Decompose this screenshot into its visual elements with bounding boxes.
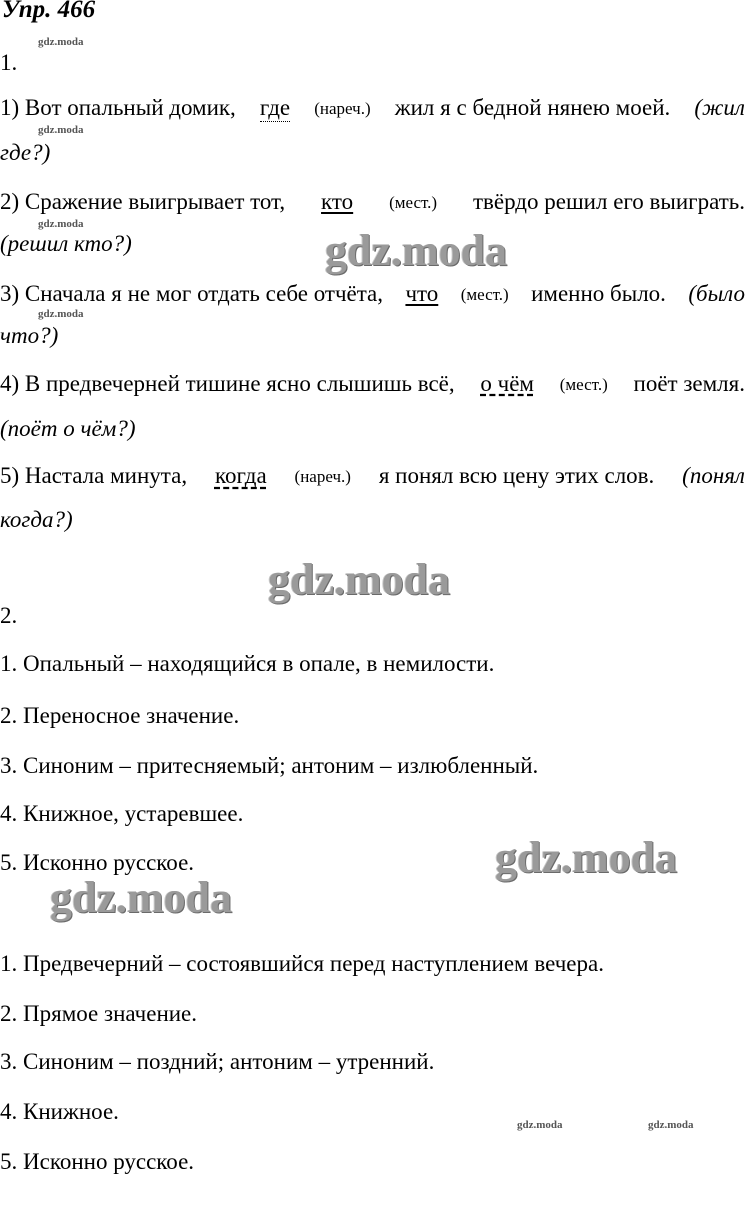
question-text: что?) (0, 323, 59, 348)
sentence-text: твёрдо решил его выиграть. (472, 189, 745, 214)
watermark-small: gdz.moda (517, 1119, 563, 1131)
sentence-text: я понял всю цену этих слов. (378, 463, 655, 488)
list-item: 1. Предвечерний – состоявшийся перед наступлением вечера. (0, 951, 604, 976)
analyzed-word: когда (214, 463, 267, 488)
list-item: 1. Опальный – находящийся в опале, в немилости. (0, 651, 495, 676)
part1-label: 1. (0, 50, 18, 75)
exercise-title: Упр. 466 (2, 0, 96, 23)
list-item: 3. Синоним – поздний; антоним – утренний. (0, 1049, 435, 1074)
list-item: 2. Переносное значение. (0, 703, 240, 728)
list-item: 4. Книжное. (0, 1099, 119, 1124)
part-of-speech-tag: (мест.) (460, 285, 509, 304)
analyzed-word: что (405, 281, 439, 306)
sentence-text: именно было. (531, 281, 666, 306)
analyzed-word: где (259, 95, 291, 120)
list-item: 4. Книжное, устаревшее. (0, 801, 244, 826)
analyzed-word: о чём (480, 371, 534, 396)
question-text: (было (688, 281, 745, 306)
watermark-small: gdz.moda (648, 1119, 694, 1131)
list-item: 2. Прямое значение. (0, 1001, 198, 1026)
watermark-large: gdz.moda (495, 833, 678, 882)
sentence-3-line (0, 281, 745, 307)
list-item: 3. Синоним – притесняемый; антоним – излюбленный. (0, 753, 539, 778)
sentence-text: жил я с бедной нянею моей. (394, 95, 671, 120)
list-item: 5. Исконно русское. (0, 1149, 195, 1174)
watermark-small: gdz.moda (38, 124, 84, 136)
part-of-speech-tag: (мест.) (389, 193, 438, 212)
watermark-large: gdz.moda (268, 555, 451, 604)
sentence-text: 2) Сражение выигрывает тот, (0, 189, 286, 214)
question-text: где?) (0, 140, 51, 165)
sentence-5-line (0, 463, 745, 489)
sentence-4-line (0, 371, 745, 397)
sentence-text: 5) Настала минута, (0, 463, 188, 488)
list-item: 5. Исконно русское. (0, 850, 195, 875)
watermark-small: gdz.moda (38, 36, 84, 48)
question-text: (поёт о чём?) (0, 416, 136, 441)
part2-label: 2. (0, 603, 18, 628)
sentence-2-line (0, 189, 745, 215)
part-of-speech-tag: (нареч.) (314, 99, 371, 118)
question-text: когда?) (0, 507, 73, 532)
question-text: (решил кто?) (0, 231, 132, 256)
watermark-large: gdz.moda (50, 873, 233, 922)
sentence-text: 1) Вот опальный домик, (0, 95, 236, 120)
analyzed-word: кто (321, 189, 354, 214)
part-of-speech-tag: (нареч.) (294, 467, 351, 486)
sentence-1-line (0, 95, 745, 122)
sentence-text: 4) В предвечерней тишине ясно слышишь всё, (0, 371, 455, 396)
question-text: (жил (694, 95, 745, 120)
sentence-text: поёт земля. (633, 371, 745, 396)
watermark-large: gdz.moda (325, 226, 508, 275)
watermark-small: gdz.moda (38, 308, 84, 320)
sentence-text: 3) Сначала я не мог отдать себе отчёта, (0, 281, 384, 306)
question-text: (понял (682, 463, 745, 488)
watermark-small: gdz.moda (38, 218, 84, 230)
part-of-speech-tag: (мест.) (559, 375, 608, 394)
